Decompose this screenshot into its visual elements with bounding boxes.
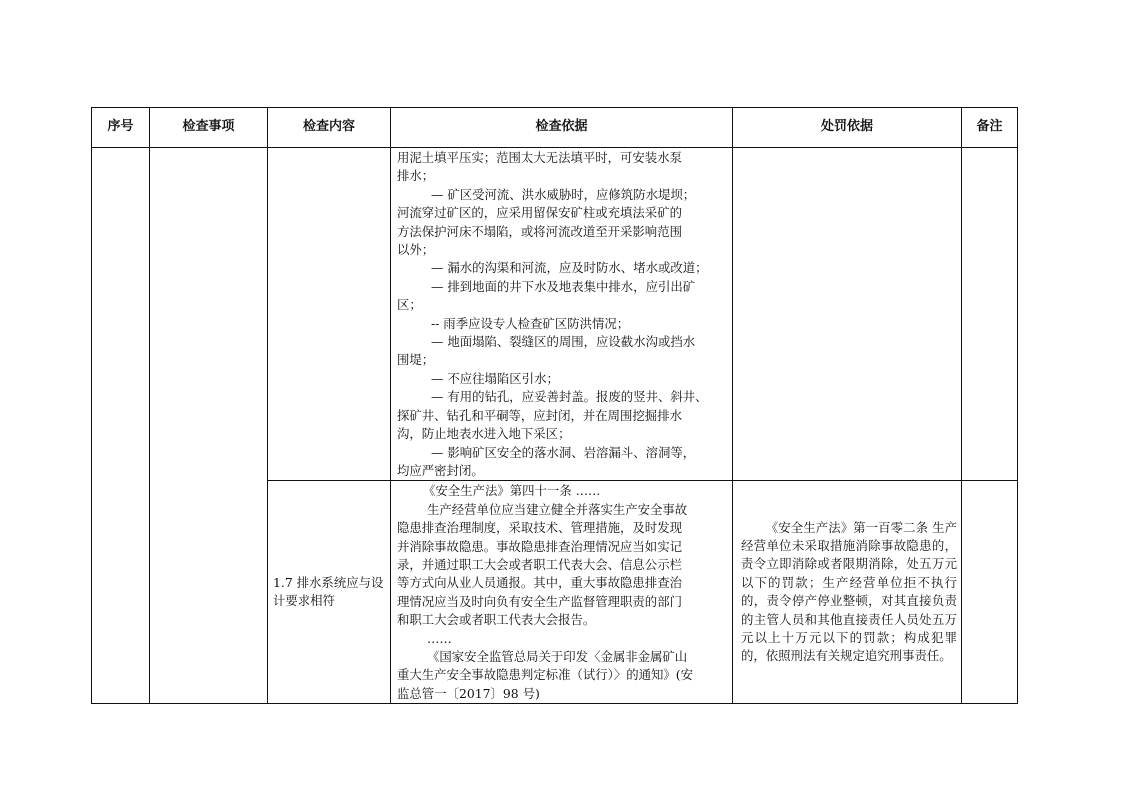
text-line: 《国家安全监管总局关于印发〈金属非金属矿山 bbox=[427, 648, 688, 664]
text-line: 理情况应当及时向负有安全生产监督管理职责的部门 bbox=[397, 593, 682, 609]
text-line: -- 雨季应设专人检查矿区防洪情况； bbox=[431, 315, 630, 331]
text-line: 围堤； bbox=[397, 352, 435, 368]
table-row bbox=[92, 148, 1018, 481]
basis-cell bbox=[391, 148, 733, 481]
text-line: 和职工大会或者职工代表大会报告。 bbox=[397, 612, 596, 628]
text-line: — 漏水的沟渠和河流，应及时防水、堵水或改道； bbox=[431, 260, 708, 276]
text-line: 《安全生产法》第四十一条 …… bbox=[423, 483, 601, 499]
text-line: — 不应往塌陷区引水； bbox=[431, 370, 559, 386]
content-cell bbox=[268, 481, 391, 704]
header-remark: 备注 bbox=[962, 108, 1018, 148]
text-line: 以外； bbox=[397, 242, 435, 258]
content-cell bbox=[268, 148, 391, 481]
basis-cell bbox=[391, 481, 733, 704]
header-row bbox=[92, 108, 1018, 148]
text-line: 等方式向从业人员通报。其中，重大事故隐患排查治 bbox=[397, 575, 682, 591]
text-line: 并消除事故隐患。事故隐患排查治理情况应当如实记 bbox=[397, 538, 682, 554]
text-line: 方法保护河床不塌陷，或将河流改道至开采影响范围 bbox=[397, 223, 682, 239]
text-line: …… bbox=[427, 630, 452, 646]
text-line: 区； bbox=[397, 297, 422, 313]
seq-cell bbox=[92, 148, 150, 704]
text-line: 用泥土填平压实；范围太大无法填平时，可安装水泵 bbox=[397, 150, 682, 165]
text-line: — 有用的钻孔，应妥善封盖。报废的竖井、斜井、 bbox=[431, 389, 708, 405]
basis-text bbox=[391, 481, 732, 703]
text-line: — 地面塌陷、裂缝区的周围，应设截水沟或挡水 bbox=[431, 334, 696, 350]
text-line: — 排到地面的井下水及地表集中排水，应引出矿 bbox=[431, 278, 696, 294]
text-line: 探矿井、钻孔和平硐等，应封闭，并在周围挖掘排水 bbox=[397, 407, 682, 423]
header-penalty: 处罚依据 bbox=[733, 108, 962, 148]
text-line: 排水； bbox=[397, 168, 435, 184]
item-cell bbox=[150, 148, 268, 704]
content-text: 1.7 排水系统应与设计要求相符 bbox=[273, 574, 384, 609]
header-content: 检查内容 bbox=[268, 108, 391, 148]
text-line: 河流穿过矿区的，应采用留保安矿柱或充填法采矿的 bbox=[397, 205, 682, 221]
text-line: — 影响矿区安全的落水洞、岩溶漏斗、溶洞等， bbox=[431, 444, 696, 460]
inspection-table bbox=[91, 107, 1018, 704]
text-line: 监总管一〔2017〕98 号) bbox=[397, 685, 540, 701]
remark-cell bbox=[962, 481, 1018, 704]
text-line: 均应严密封闭。 bbox=[397, 462, 484, 478]
header-item: 检查事项 bbox=[150, 108, 268, 148]
text-line: 录，并通过职工大会或者职工代表大会、信息公示栏 bbox=[397, 556, 682, 572]
penalty-cell bbox=[733, 481, 962, 704]
penalty-text: 《安全生产法》第一百零二条 生产经营单位未采取措施消除事故隐患的，责令立即消除或者限期消除，处五万元以下的罚款；生产经营单位拒不执行的，责令停产停业整顿，对其直接负责的主管人员和其他直接责任人员处五万元以上十万元以下的罚款；构成犯罪的，依照刑法有关规定追究刑事责任。 bbox=[741, 519, 957, 664]
penalty-cell bbox=[733, 148, 962, 481]
remark-cell bbox=[962, 148, 1018, 481]
text-line: 生产经营单位应当建立健全并落实生产安全事故 bbox=[427, 501, 688, 517]
basis-text bbox=[391, 148, 732, 480]
text-line: 隐患排查治理制度，采取技术、管理措施，及时发现 bbox=[397, 520, 682, 536]
text-line: 重大生产安全事故隐患判定标准（试行）〉的通知》(安 bbox=[397, 667, 694, 683]
header-seq: 序号 bbox=[92, 108, 150, 148]
header-basis: 检查依据 bbox=[391, 108, 733, 148]
text-line: 沟，防止地表水进入地下采区； bbox=[397, 426, 571, 442]
text-line: — 矿区受河流、洪水威胁时，应修筑防水堤坝； bbox=[431, 186, 696, 202]
